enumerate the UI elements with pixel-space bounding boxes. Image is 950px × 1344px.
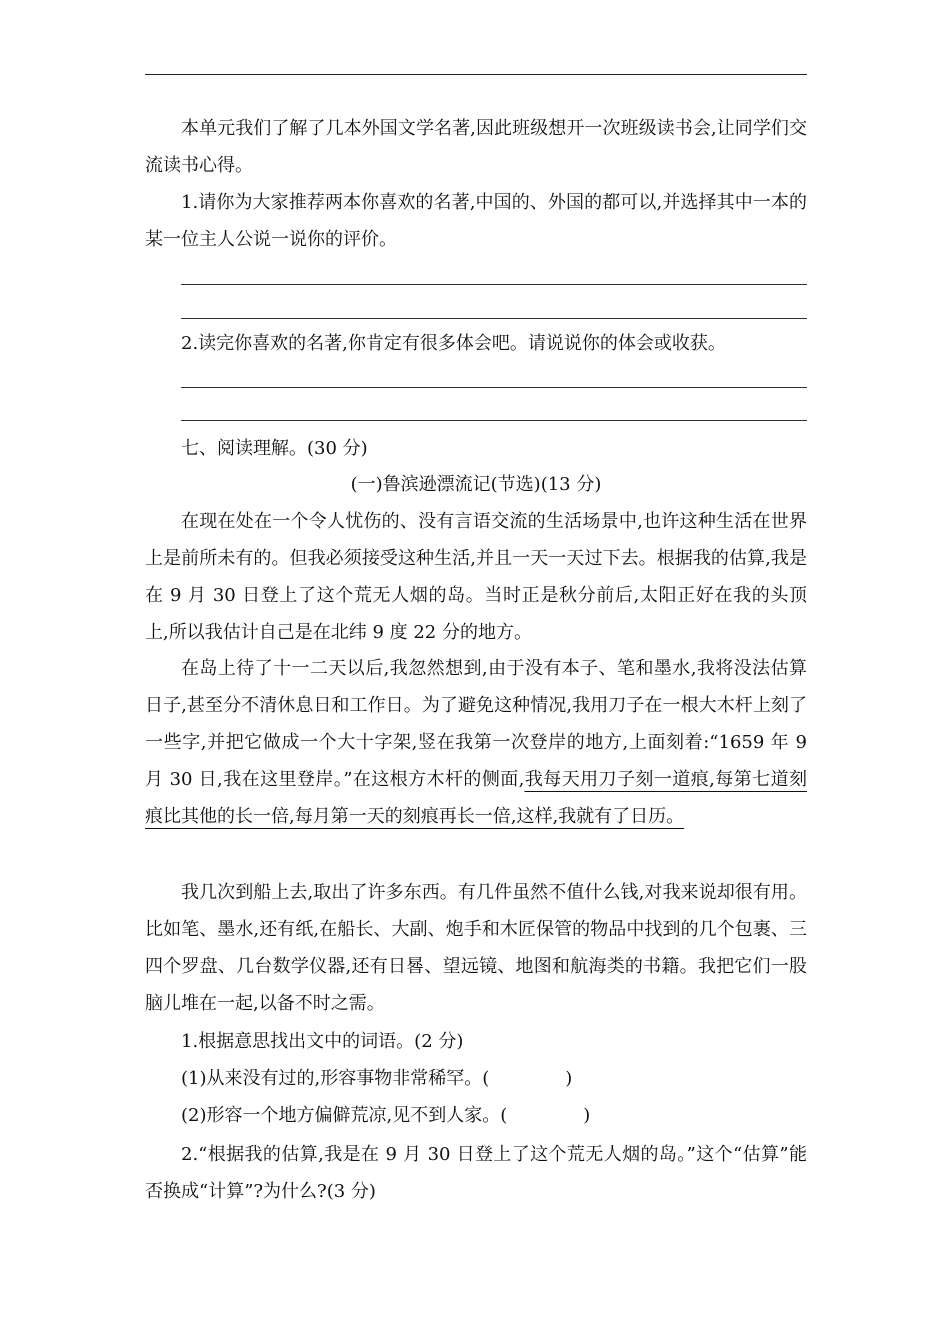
passage-paragraph-3: 我几次到船上去,取出了许多东西。有几件虽然不值什么钱,对我来说却很有用。比如笔、墨水,还有纸,在船长、大副、炮手和木匠保管的物品中找到的几个包裹、三四个罗盘、几台数学仪器,还有日晷、望远镜、地图和航海类的书籍。我把它们一股脑儿堆在一起,以备不时之需。 [145, 882, 807, 1014]
reading-question-2: 2.“根据我的估算,我是在 9 月 30 日登上了这个荒无人烟的岛。”这个“估算”能否换成“计算”?为什么?(3 分) [145, 1144, 807, 1202]
question-2-prompt: 2.读完你喜欢的名著,你肯定有很多体会吧。请说说你的体会或收获。 [181, 333, 726, 354]
passage-paragraph-2 [145, 650, 807, 835]
underlined-sentence: 我每天用刀子刻一道痕,每第七道刻痕比其他的长一倍,每月第一天的刻痕再长一倍,这样,我就有了日历。 [145, 769, 807, 827]
answer-line-4[interactable] [181, 420, 807, 421]
reading-question-1b-close: ) [583, 1105, 591, 1126]
reading-question-1b-text: (2)形容一个地方偏僻荒凉,见不到人家。( [181, 1105, 508, 1126]
reading-question-1a-text: (1)从来没有过的,形容事物非常稀罕。( [181, 1068, 490, 1089]
answer-line-1[interactable] [181, 284, 807, 285]
answer-line-3[interactable] [181, 387, 807, 388]
section-heading: 七、阅读理解。(30 分) [181, 438, 368, 459]
reading-question-1b [145, 1097, 807, 1134]
answer-line-2[interactable] [181, 318, 807, 319]
header-rule [145, 74, 807, 75]
passage-paragraph-2-text: 在岛上待了十一二天以后,我忽然想到,由于没有本子、笔和墨水,我将没法估算日子,甚至分不清休息日和工作日。为了避免这种情况,我用刀子在一根大木杆上刻了一些字,并把它做成一个大十字架,竖在我第一次登岸的地方,上面刻着:“1659 年 9 月 30 日,我在这里登岸。”在这根方木杆的侧面, [145, 658, 807, 790]
reading-question-1a [145, 1060, 807, 1097]
question-1-prompt: 1.请你为大家推荐两本你喜欢的名著,中国的、外国的都可以,并选择其中一本的某一位主人公说一说你的评价。 [145, 192, 807, 250]
reading-question-1-title: 1.根据意思找出文中的词语。(2 分) [181, 1031, 464, 1052]
reading-question-1a-close: ) [565, 1068, 573, 1089]
passage-title: (一)鲁滨逊漂流记(节选)(13 分) [350, 474, 602, 495]
passage-paragraph-1: 在现在处在一个令人忧伤的、没有言语交流的生活场景中,也许这种生活在世界上是前所未有的。但我必须接受这种生活,并且一天一天过下去。根据我的估算,我是在 9 月 30 日登上了这个荒无人烟的岛。当时正是秋分前后,太阳正好在我的头顶上,所以我估计自己是在北纬 9 度 22 分的地方。 [145, 511, 807, 643]
intro-paragraph: 本单元我们了解了几本外国文学名著,因此班级想开一次班级读书会,让同学们交流读书心得。 [145, 118, 807, 176]
